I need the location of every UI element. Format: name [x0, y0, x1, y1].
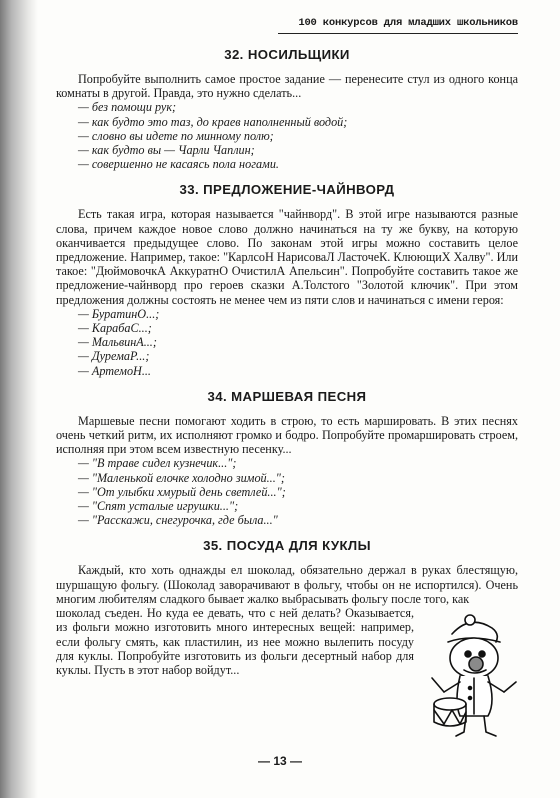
list-item: — "Расскажи, снегурочка, где была..." [78, 513, 278, 528]
page-number: — 13 — [257, 754, 302, 768]
list-item: — ДуремаР...; [78, 349, 150, 364]
section-intro-continued: шоколад съеден. Но куда ее девать, что с ней делать? Оказывается, из фольги можно изготовить много интересных вещей: например, если фольгу смять, как пластилин, из нее можно вылепить посуду для куклы. Попробуйте изготовить из фольги десертный набор для куклы. Пусть в этот набор войдут... [56, 606, 414, 677]
task-list [56, 307, 518, 378]
list-item: — как будто это таз, до краев наполненный водой; [78, 114, 348, 129]
list-item: — словно вы идете по минному полю; [78, 128, 274, 143]
section-title: 32. НОСИЛЬЩИКИ [224, 47, 350, 62]
section-34 [56, 388, 518, 528]
list-item: — КарабаС...; [78, 321, 152, 336]
section-33 [56, 181, 518, 377]
list-item: — без помощи рук; [78, 100, 177, 115]
running-head: 100 конкурсов для младших школьников [298, 17, 518, 29]
task-list [56, 456, 518, 527]
task-list [56, 100, 518, 171]
section-intro: Попробуйте выполнить самое простое задание — перенесите стул из одного конца комнаты в другой. Правда, это нужно сделать... [56, 72, 518, 101]
list-item: — "Маленькой елочке холодно зимой..."; [78, 470, 285, 485]
list-item: — БуратинО...; [78, 306, 160, 321]
list-item: — АртемоН... [78, 363, 151, 378]
list-item: — как будто вы — Чарли Чаплин; [78, 143, 255, 158]
header-rule [278, 33, 518, 34]
section-intro: Маршевые песни помогают ходить в строю, то есть маршировать. В этих песнях очень четкий ритм, их исполняют громко и бодро. Попробуйте промаршировать строем, исполняя при этом всем известную песенку... [56, 413, 518, 457]
list-item: — "Спят усталые игрушки..."; [78, 499, 239, 514]
list-item: — МальвинА...; [78, 335, 157, 350]
page-body [56, 46, 518, 677]
list-item: — "От улыбки хмурый день светлей..."; [78, 484, 286, 499]
drummer-illustration [430, 612, 520, 740]
list-item: — "В траве сидел кузнечик..."; [78, 456, 237, 471]
section-intro: Есть такая игра, которая называется "чайнворд". В этой игре называются разные слова, причем каждое новое слово должно начинаться на ту же букву, на которую оканчивается предыдущее слово. По законам этой игры можно составить целое предложение. Например, такое: "КарлсоН НарисоваЛ ЛасточеК. КлюющиХ Халву". Или такое: "ДюймовочкА АккуратнО ОчистилА Апельсин". Попробуйте составить такое же предложение-чайнворд про героев сказки А.Толстого "Золотой ключик". При этом предложения должны состоять не менее чем из пяти слов и начинаться с имени героя: [56, 207, 518, 307]
section-32 [56, 46, 518, 171]
binding-shadow [0, 0, 38, 798]
section-title: 34. МАРШЕВАЯ ПЕСНЯ [207, 388, 367, 404]
list-item: — совершенно не касаясь пола ногами. [78, 157, 279, 172]
section-intro: Каждый, кто хоть однажды ел шоколад, обязательно держал в руках блестящую, шуршащую фольгу. (Шоколад заворачивают в фольгу, чтобы он не испортился). Очень многим любителям сладкого бывает жалко выбрасывать фольгу после того, как [56, 563, 518, 606]
section-title: 35. ПОСУДА ДЛЯ КУКЛЫ [203, 538, 371, 554]
section-title: 33. ПРЕДЛОЖЕНИЕ-ЧАЙНВОРД [179, 182, 395, 198]
